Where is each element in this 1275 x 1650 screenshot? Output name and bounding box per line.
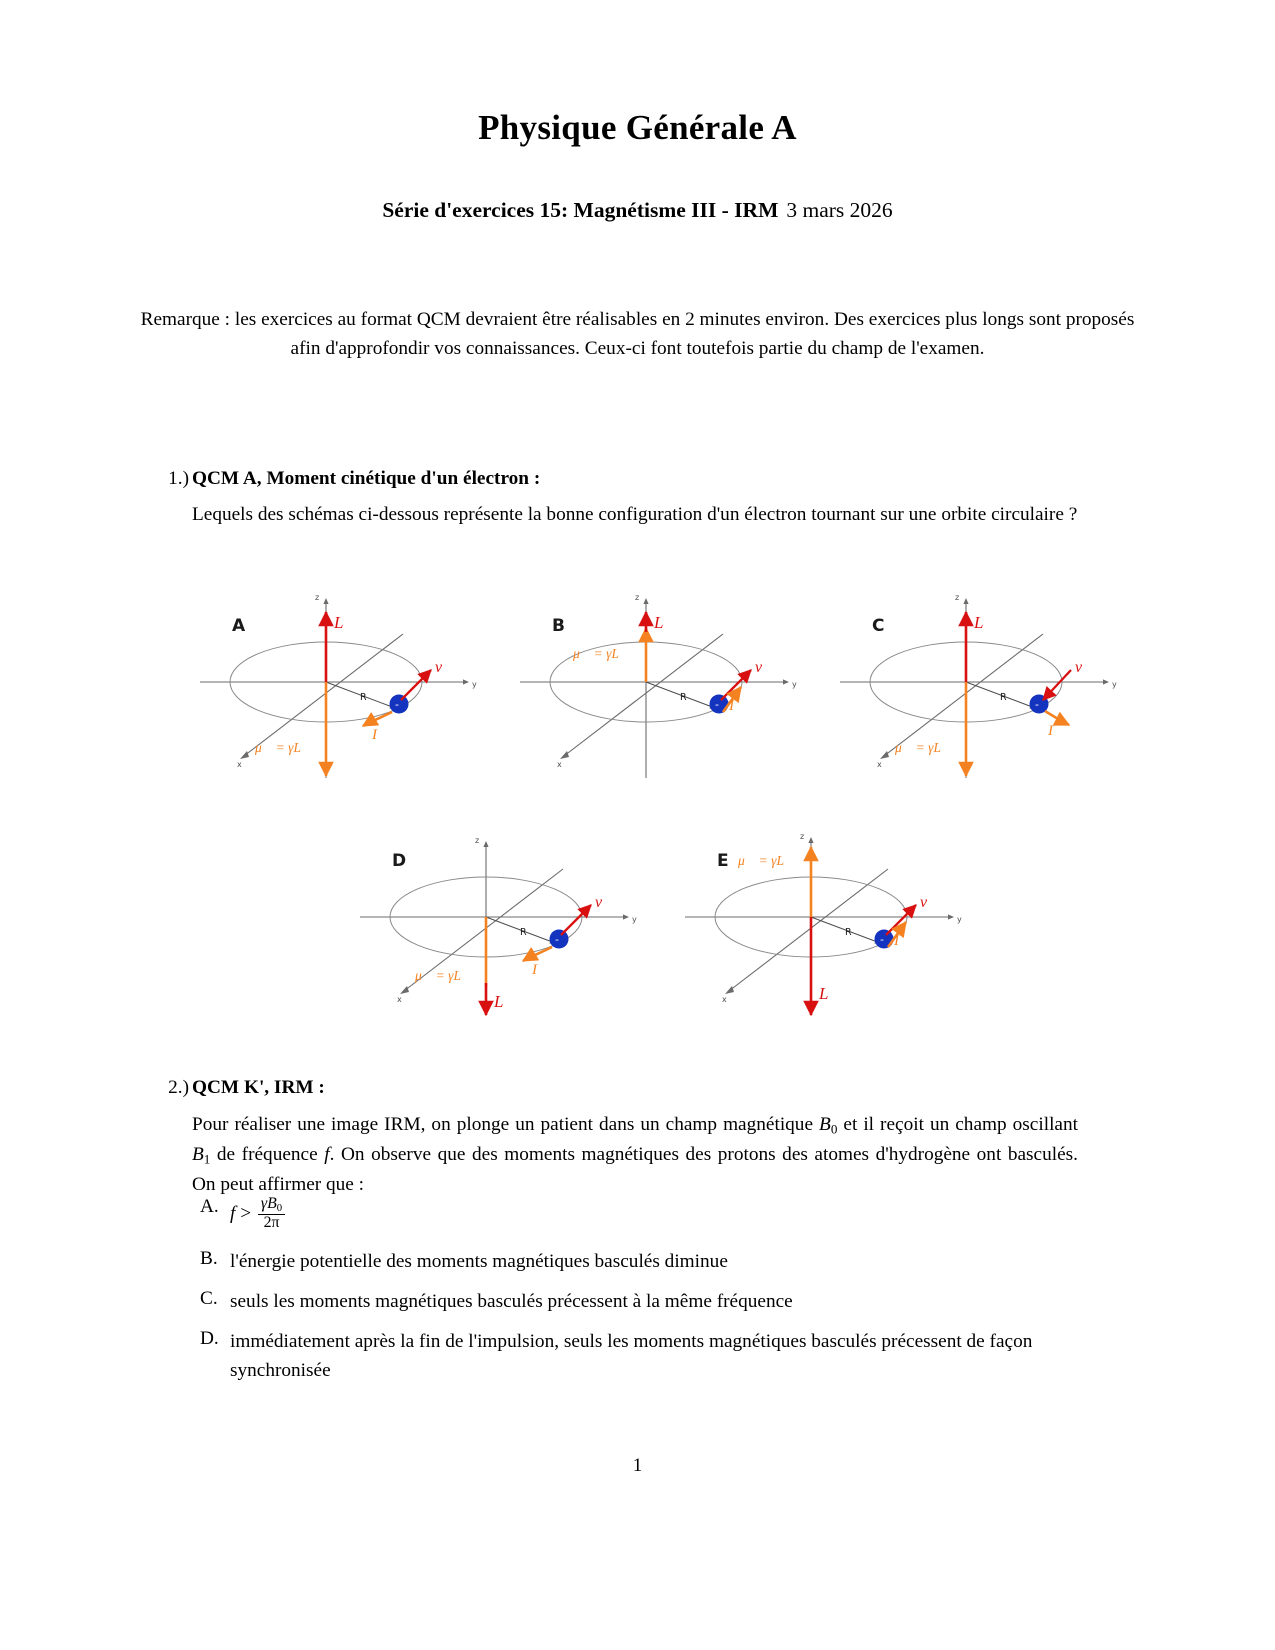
svg-text:-: - <box>555 933 559 946</box>
ex2-body-part4: . On observe que des moments magnétiques des protons des atomes d'hydrogène ont basculés. On peut affirmer que : <box>192 1144 1078 1196</box>
remark-paragraph: Remarque : les exercices au format QCM devraient être réalisables en 2 minutes environ. Des exercices plus longs sont proposés afin d'approfondir vos connaissances. Ceux-ci font toutefois partie du champ de l'examen. <box>140 309 1135 360</box>
exercise-1-heading: QCM A, Moment cinétique d'un électron : <box>192 468 541 489</box>
subtitle-text: Série d'exercices 15: Magnétisme III - IRM <box>382 198 779 222</box>
svg-text:R: R <box>680 692 687 703</box>
diagram-label-d: D <box>392 851 407 871</box>
formula-fraction <box>258 1196 285 1232</box>
svg-text:L⃗: L⃗ <box>819 984 842 1003</box>
svg-text:z: z <box>800 832 805 841</box>
option-text-b: l'énergie potentielle des moments magnétiques basculés diminue <box>230 1250 728 1272</box>
svg-text:x: x <box>557 760 562 769</box>
svg-text:-: - <box>880 933 884 946</box>
figure-group-electron-orbits <box>150 580 1130 1060</box>
option-label-c: C. <box>200 1287 218 1309</box>
svg-text:R: R <box>520 927 527 938</box>
formula-lhs: f <box>230 1203 236 1225</box>
exercise-2-number: 2.) <box>168 1077 189 1098</box>
svg-text:v⃗: v⃗ <box>920 894 940 911</box>
svg-text:μ⃗ = γL⃗: μ⃗ = γL⃗ <box>573 646 630 661</box>
svg-text:y: y <box>957 915 962 924</box>
svg-text:I: I <box>1048 723 1053 739</box>
document-date: 3 mars 2026 <box>786 198 893 222</box>
diagram-a-svg <box>195 580 495 795</box>
ex2-body-part1: Pour réaliser une image IRM, on plonge un patient dans un champ magnétique <box>192 1114 820 1135</box>
option-row-b[interactable] <box>200 1248 1080 1277</box>
svg-text:x: x <box>237 760 242 769</box>
svg-text:z: z <box>475 836 480 845</box>
svg-text:I: I <box>372 727 377 743</box>
formula-relation: > <box>240 1203 252 1225</box>
document-subtitle <box>0 198 1275 223</box>
option-text-c: seuls les moments magnétiques basculés précessent à la même fréquence <box>230 1290 793 1312</box>
svg-text:x: x <box>722 995 727 1004</box>
diagram-label-a: A <box>232 616 246 636</box>
diagram-panel-b <box>515 580 815 790</box>
option-text-d: immédiatement après la fin de l'impulsion, seuls les moments magnétiques basculés précessent de façon synchronisée <box>230 1330 1033 1381</box>
formula-numerator-sub: 0 <box>276 1202 283 1214</box>
formula-numerator-text: γB <box>260 1195 277 1212</box>
exercise-2-options-list <box>200 1196 1080 1397</box>
formula-numerator <box>258 1196 285 1215</box>
diagram-label-e: E <box>717 851 729 871</box>
svg-text:y: y <box>472 680 477 689</box>
svg-text:y: y <box>792 680 797 689</box>
diagram-panel-e <box>680 815 980 1025</box>
svg-text:μ⃗ = γL⃗: μ⃗ = γL⃗ <box>255 740 312 755</box>
svg-text:L⃗: L⃗ <box>654 613 677 632</box>
svg-text:y: y <box>632 915 637 924</box>
diagram-e-svg <box>680 815 980 1030</box>
svg-text:I: I <box>729 698 734 714</box>
svg-text:z: z <box>635 593 640 602</box>
exercise-1-body: Lequels des schémas ci-dessous représente la bonne configuration d'un électron tournant sur une orbite circulaire ? <box>192 504 1078 525</box>
svg-text:μ⃗ = γL⃗: μ⃗ = γL⃗ <box>738 853 795 868</box>
option-row-d[interactable] <box>200 1328 1080 1386</box>
svg-text:L⃗: L⃗ <box>974 613 997 632</box>
option-row-c[interactable] <box>200 1288 1080 1317</box>
ex2-body-part3: de fréquence <box>210 1144 325 1166</box>
svg-text:μ⃗ = γL⃗: μ⃗ = γL⃗ <box>415 968 472 983</box>
diagram-label-c: C <box>872 616 885 636</box>
svg-text:v⃗: v⃗ <box>595 894 615 911</box>
svg-text:-: - <box>715 698 719 711</box>
ex2-symbol-B0-sub: 0 <box>830 1121 838 1137</box>
svg-text:-: - <box>1035 698 1039 711</box>
svg-text:I: I <box>532 962 537 978</box>
diagram-panel-c <box>835 580 1135 790</box>
diagram-panel-a <box>195 580 495 790</box>
svg-text:I: I <box>894 933 899 949</box>
svg-text:x: x <box>397 995 402 1004</box>
diagram-b-svg <box>515 580 815 795</box>
exercise-2-heading: QCM K', IRM : <box>192 1077 325 1098</box>
svg-text:L⃗: L⃗ <box>494 992 517 1011</box>
svg-text:z: z <box>315 593 320 602</box>
ex2-body-part2: et il reçoit un champ oscillant <box>837 1114 1078 1135</box>
svg-text:z: z <box>955 593 960 602</box>
diagram-d-svg <box>355 815 655 1030</box>
svg-text:μ⃗ = γL⃗: μ⃗ = γL⃗ <box>895 740 952 755</box>
diagram-c-svg <box>835 580 1135 795</box>
ex2-symbol-f: f <box>324 1144 330 1166</box>
svg-text:x: x <box>877 760 882 769</box>
ex2-symbol-B0: B <box>819 1114 831 1135</box>
svg-text:v⃗: v⃗ <box>1075 659 1095 676</box>
svg-text:y: y <box>1112 680 1117 689</box>
exercise-2-body <box>192 1110 1078 1200</box>
ex2-symbol-B1-sub: 1 <box>203 1151 211 1167</box>
page-number: 1 <box>632 1455 643 1476</box>
option-row-a[interactable] <box>200 1196 1080 1232</box>
svg-text:R: R <box>845 927 852 938</box>
svg-text:v⃗: v⃗ <box>755 659 775 676</box>
option-label-a: A. <box>200 1196 219 1217</box>
formula-denominator: 2π <box>263 1214 280 1232</box>
option-label-b: B. <box>200 1247 218 1269</box>
ex2-symbol-B1: B <box>192 1144 204 1166</box>
diagram-label-b: B <box>552 616 565 636</box>
option-label-d: D. <box>200 1327 219 1349</box>
page-title: Physique Générale A <box>478 108 797 147</box>
svg-text:v⃗: v⃗ <box>435 659 455 676</box>
svg-text:R: R <box>360 692 367 703</box>
svg-text:-: - <box>395 698 399 711</box>
svg-text:L⃗: L⃗ <box>334 613 357 632</box>
exercise-1-number: 1.) <box>168 468 189 489</box>
svg-text:R: R <box>1000 692 1007 703</box>
diagram-panel-d <box>355 815 655 1025</box>
option-text-a <box>230 1196 1080 1232</box>
